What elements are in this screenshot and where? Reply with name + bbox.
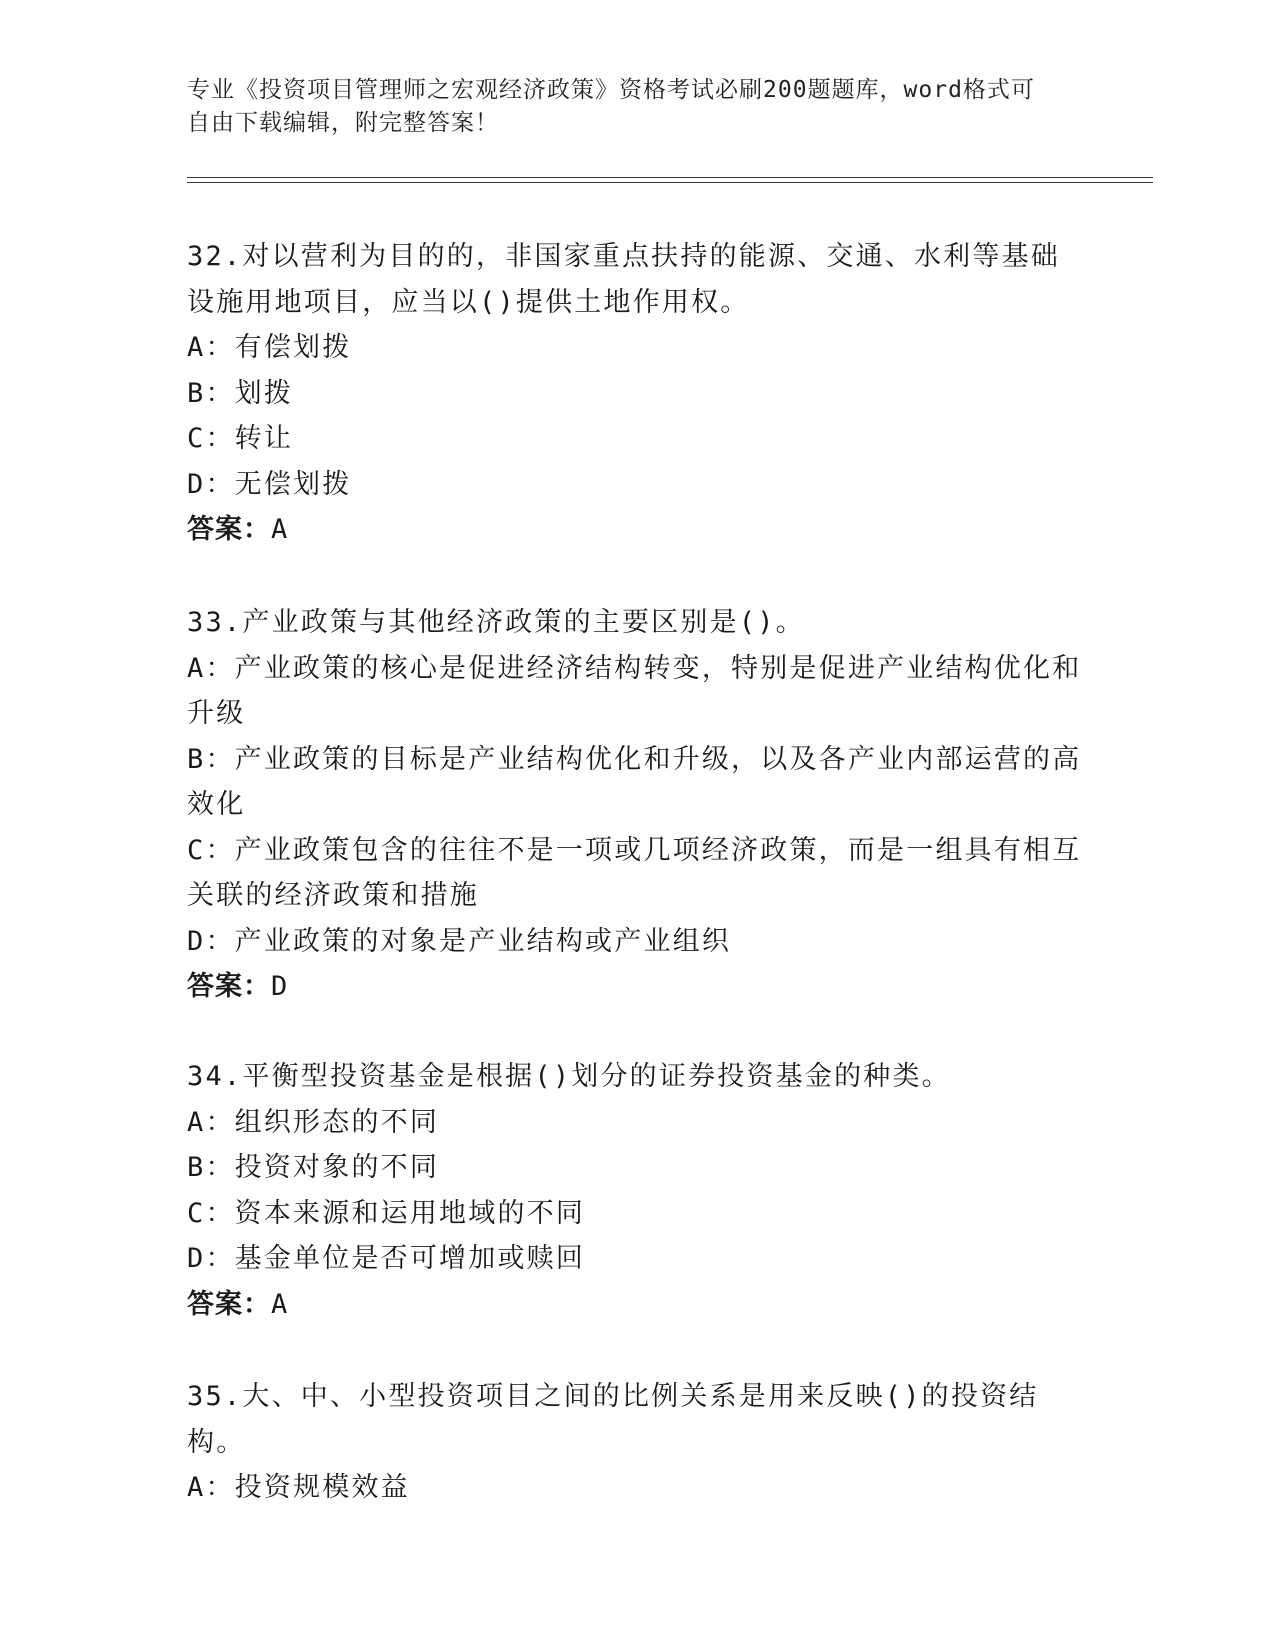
option-b: B：产业政策的目标是产业结构优化和升级，以及各产业内部运营的高效化	[187, 743, 1082, 820]
option-a: A：组织形态的不同	[187, 1106, 440, 1138]
answer-label: 答案：	[187, 971, 271, 1002]
option-b: B：投资对象的不同	[187, 1152, 440, 1183]
answer-value: D	[271, 971, 289, 1002]
header-divider-bottom	[187, 182, 1153, 183]
question-stem: 32.对以营利为目的的，非国家重点扶持的能源、交通、水利等基础设施用地项目，应当以()提供土地作用权。	[187, 241, 1060, 318]
header-line-2: 自由下载编辑，附完整答案！	[187, 110, 499, 136]
question-stem: 35.大、中、小型投资项目之间的比例关系是用来反映()的投资结构。	[187, 1381, 1039, 1458]
option-a: A：投资规模效益	[187, 1472, 410, 1503]
answer-value: A	[271, 1288, 289, 1320]
answer-line	[187, 1282, 1087, 1328]
option-a: A：有偿划拨	[187, 332, 352, 363]
option-d: D：基金单位是否可增加或赎回	[187, 1243, 586, 1274]
answer-value: A	[271, 514, 289, 545]
question-35	[187, 1374, 1087, 1511]
header-line-1: 专业《投资项目管理师之宏观经济政策》资格考试必刷200题题库，word格式可	[187, 77, 1035, 103]
answer-label: 答案：	[187, 514, 271, 545]
answer-label: 答案：	[187, 1288, 271, 1320]
question-stem: 33.产业政策与其他经济政策的主要区别是()。	[187, 607, 805, 638]
document-header	[187, 74, 1087, 140]
option-c: C：资本来源和运用地域的不同	[187, 1197, 586, 1229]
answer-line	[187, 964, 1087, 1010]
option-a: A：产业政策的核心是促进经济结构转变，特别是促进产业结构优化和升级	[187, 652, 1082, 729]
header-divider-top	[187, 177, 1153, 178]
option-d: D：无偿划拨	[187, 468, 352, 500]
answer-line	[187, 507, 1087, 553]
option-b: B：划拨	[187, 377, 294, 409]
question-34	[187, 1054, 1087, 1327]
option-c: C：产业政策包含的往往不是一项或几项经济政策，而是一组具有相互关联的经济政策和措施	[187, 834, 1082, 911]
option-d: D：产业政策的对象是产业结构或产业组织	[187, 925, 732, 957]
question-33	[187, 600, 1087, 1010]
question-32	[187, 234, 1087, 553]
question-stem: 34.平衡型投资基金是根据()划分的证券投资基金的种类。	[187, 1061, 951, 1092]
option-c: C：转让	[187, 423, 294, 454]
